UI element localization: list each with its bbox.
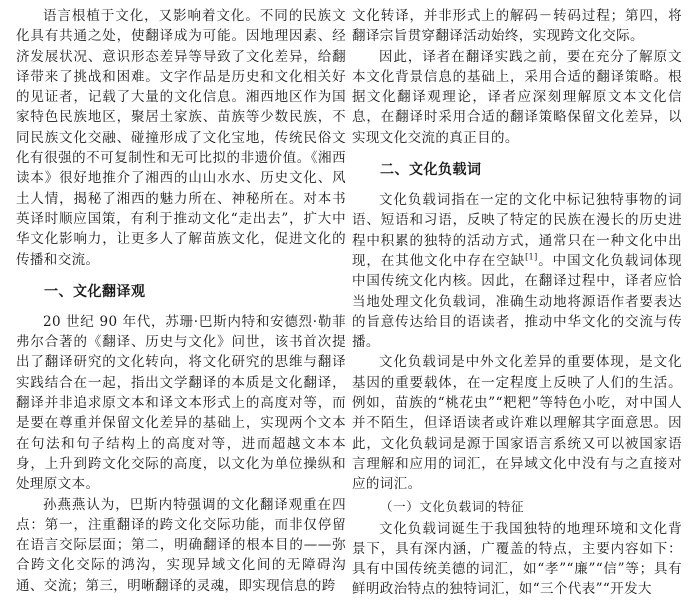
subsection-heading: （一）文化负载词的特征 bbox=[380, 498, 525, 514]
body-paragraph: 文化负载词是中外文化差异的重要体现，是文化基因的重要载体，在一定程度上反映了人们的生活。例如，苗族的“桃花虫”“粑粑”等特色小吃，对中国人并不陌生，但译语读者或许难以理解其字面意思。因此，文化负载词是源于国家语言系统又可以被国家语言理解和应用的词汇，在异域文化中没有与之直接对应的词汇。 bbox=[352, 354, 682, 493]
body-paragraph: 文化负载词诞生于我国独特的地理环境和文化背景下，具有深内涵，广覆盖的特点，主要内容如下：具有中国传统美德的词汇，如“孝”“廉”“信”等；具有鲜明政治特点的独特词汇，如“三个代表”“开发大 bbox=[352, 520, 682, 598]
body-paragraph-continued: 文化转译，并非形式上的解码－转码过程；第四，将翻译宗旨贯穿翻译活动始终，实现跨文化交际。 bbox=[352, 8, 682, 45]
section-heading: 二、文化负载词 bbox=[380, 162, 482, 179]
left-column bbox=[16, 6, 346, 596]
citation-marker: [1] bbox=[525, 252, 538, 262]
body-paragraph: 孙燕燕认为，巴斯内特强调的文化翻译观重在四点：第一，注重翻译的跨文化交际功能，而非仅停留在语言交际层面；第二，明确翻译的根本目的——弥合跨文化交际的鸿沟，实现异域文化间的无障碍沟通、交流；第三，明晰翻译的灵魂，即实现信息的跨 bbox=[16, 496, 346, 594]
paragraph-text: 文化负载词指在一定的文化中标记独特事物的词语、短语和习语，反映了特定的民族在漫长的历史进程中积累的独特的活动方式，通常只在一种文化中出现，在其他文化中存在空缺 bbox=[352, 192, 682, 269]
body-paragraph: 语言根植于文化，又影响着文化。不同的民族文化具有共通之处，使翻译成为可能。因地理因素、经济发展状况、意识形态差异等导致了文化差异，给翻译带来了挑战和困难。文字作品是历史和文化相关好的见证者，记载了大量的文化信息。湘西地区作为国家特色民族地区，聚居土家族、苗族等少数民族，不同民族文化交融、碰撞形成了文化宝地，传统民俗文化有很强的不可复制性和无可比拟的非遗价值。《湘西读本》很好地推介了湘西的山山水水、历史文化、风土人情，揭秘了湘西的魅力所在、神秘所在。对本书英译时顺应国策，有利于推动文化“走出去”，扩大中华文化影响力，让更多人了解苗族文化，促进文化的传播和交流。 bbox=[16, 8, 346, 268]
section-heading: 一、文化翻译观 bbox=[44, 283, 146, 300]
body-paragraph: 因此，译者在翻译实践之前，要在充分了解原文本文化背景信息的基础上，采用合适的翻译策略。根据文化翻译观理论，译者应深刻理解原文本文化信息，在翻译时采用合适的翻译策略保留文化差异，以实现文化交流的真正目的。 bbox=[352, 48, 682, 146]
body-paragraph bbox=[352, 190, 682, 352]
right-column bbox=[352, 6, 682, 600]
body-paragraph: 20 世纪 90 年代，苏珊·巴斯内特和安德烈·勒菲弗尔合著的《翻译、历史与文化》问世，该书首次提出了翻译研究的文化转向，将文化研究的思维与翻译实践结合在一起，指出文学翻译的本质是文化翻译，翻译并非追求原文本和译文本形式上的高度对等，而是要在尊重并保留文化差异的基础上，实现两个文本在句法和句子结构上的高度对等，进而超越文本本身，上升到跨文化交际的高度，以文化为单位操纵和处理原文本。 bbox=[16, 313, 346, 493]
paragraph-text: 。中国文化负载词体现中国传统文化内核。因此，在翻译过程中，译者应恰当地处理文化负载词，准确生动地将源语作者要表达的旨意传达给目的语读者，推动中华文化的交流与传播。 bbox=[352, 252, 682, 351]
